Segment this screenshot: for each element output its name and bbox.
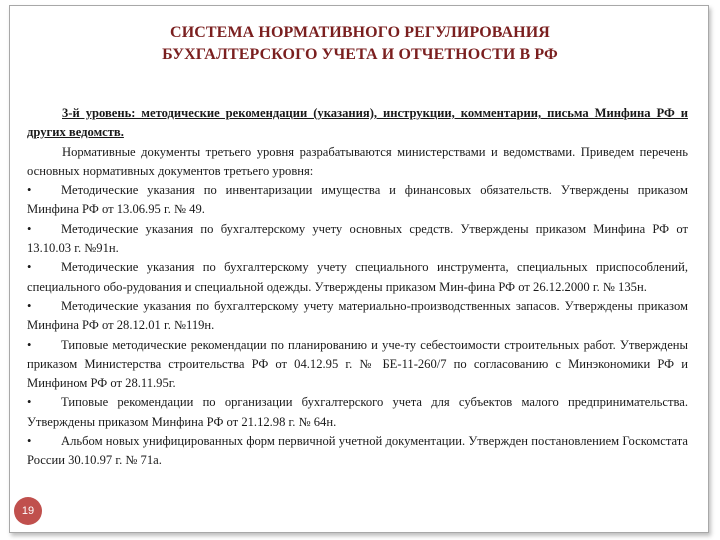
list-item — [27, 181, 688, 220]
bullet-icon: • — [27, 337, 32, 352]
bullet-icon: • — [27, 260, 32, 275]
list-item — [27, 258, 688, 297]
list-item-text: Альбом новых унифицированных форм первичной учетной документации. Утвержден постановлением Госкомстата России 30.10.97 г. № 71а. — [27, 434, 688, 468]
level-heading — [27, 104, 688, 143]
list-item — [27, 393, 688, 432]
list-item-text: Методические указания по бухгалтерскому учету материально-производственных запасов. Утверждены приказом Минфина РФ от 28.12.01 г. №119н. — [27, 298, 688, 333]
list-item-text: Методические указания по бухгалтерскому учету основных средств. Утверждены приказом Минфина РФ от 13.10.03 г. №91н. — [27, 221, 688, 256]
level-heading-text: 3-й уровень: методические рекомендации (указания), инструкции, комментарии, письма Минфина РФ и других ведомств. — [27, 106, 688, 140]
slide-title — [0, 22, 720, 66]
bullet-icon: • — [27, 183, 32, 198]
list-item — [27, 432, 688, 471]
list-item — [27, 297, 688, 336]
title-line-1: СИСТЕМА НОРМАТИВНОГО РЕГУЛИРОВАНИЯ — [170, 24, 550, 41]
list-item — [27, 220, 688, 259]
slide-body — [27, 104, 688, 471]
list-item-text: Типовые методические рекомендации по планированию и уче-ту себестоимости строительных работ. Утверждены приказом Министерства строительства РФ от 04.12.95 г. № БЕ-11-260/7 по согласованию с Минэкономики РФ и Минфином РФ от 28.11.95г. — [27, 337, 688, 391]
bullet-icon: • — [27, 395, 32, 410]
list-item — [27, 336, 688, 394]
list-item-text: Типовые рекомендации по организации бухгалтерского учета для субъектов малого предпринимательства. Утверждены приказом Минфина РФ от 21.12.98 г. № 64н. — [27, 395, 688, 429]
page-number-badge: 19 — [14, 497, 42, 525]
title-line-2: БУХГАЛТЕРСКОГО УЧЕТА И ОТЧЕТНОСТИ В РФ — [162, 46, 558, 63]
bullet-icon: • — [27, 221, 32, 236]
list-item-text: Методические указания по инвентаризации имущества и финансовых обязательств. Утверждены приказом Минфина РФ от 13.06.95 г. № 49. — [27, 183, 688, 217]
intro-paragraph: Нормативные документы третьего уровня разрабатываются министерствами и ведомствами. Приведем перечень основных нормативных документов третьего уровня: — [27, 144, 688, 178]
bullet-icon: • — [27, 298, 32, 313]
list-item-text: Методические указания по бухгалтерскому учету специального инструмента, специальных приспособлений, специального обо-рудования и специальной одежды. Утверждены приказом Мин-фина РФ от 26.12.2000 г. № 135н. — [27, 260, 688, 294]
bullet-icon: • — [27, 434, 32, 449]
